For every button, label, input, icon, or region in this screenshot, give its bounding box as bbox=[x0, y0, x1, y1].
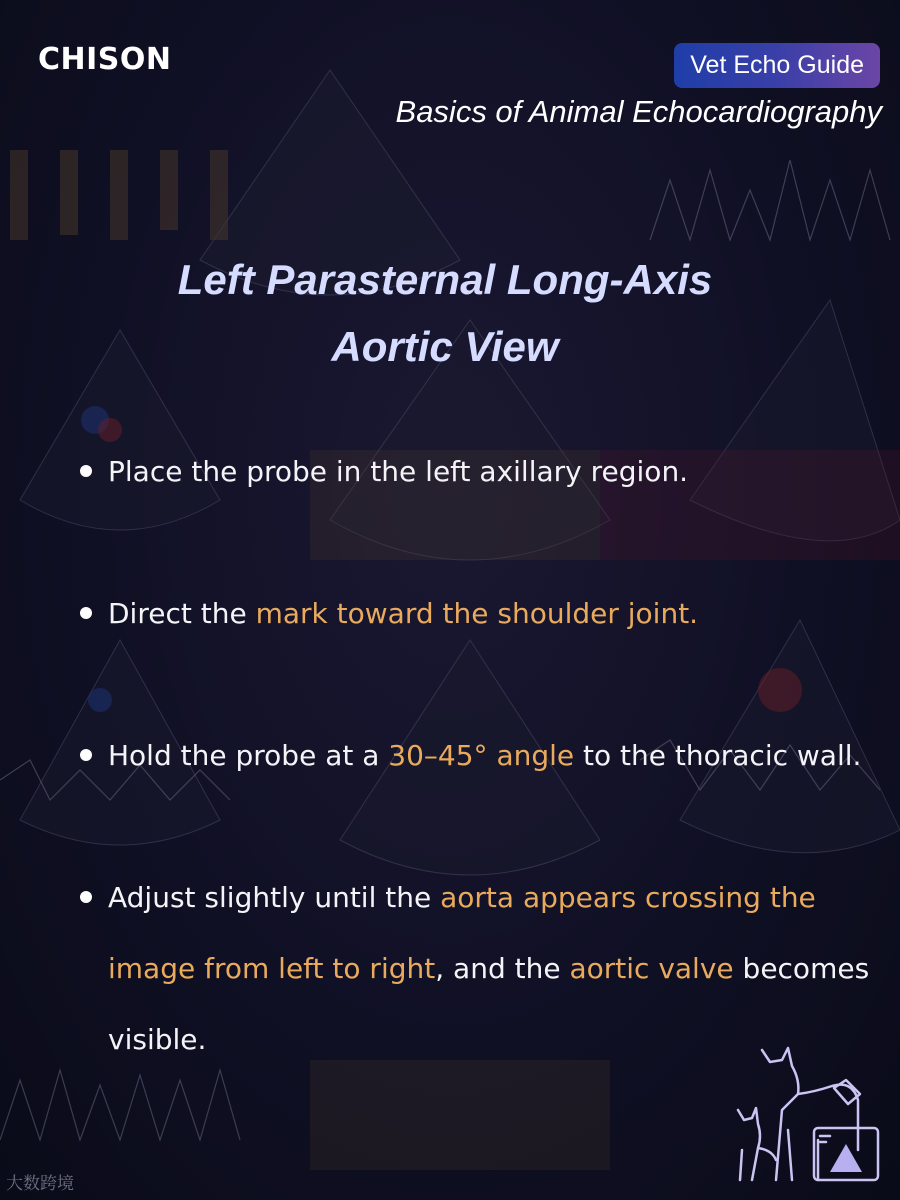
bullet-text: becomes visible. bbox=[108, 952, 870, 1056]
bullet-highlight: aorta appears crossing the image from left to right bbox=[108, 881, 816, 985]
dog-cat-ultrasound-icon bbox=[722, 1040, 882, 1190]
bullet-text: Place the probe in the left axillary region. bbox=[108, 455, 689, 488]
title-line-2: Aortic View bbox=[331, 323, 559, 370]
page-title bbox=[0, 246, 890, 380]
chison-logo bbox=[38, 36, 178, 86]
bullet-highlight: 30–45° angle bbox=[388, 739, 575, 772]
bullet-highlight: mark toward the shoulder joint. bbox=[255, 597, 699, 630]
title-line-1: Left Parasternal Long-Axis bbox=[177, 256, 713, 303]
watermark: 大数跨境 bbox=[6, 1174, 74, 1194]
instruction-item bbox=[80, 436, 688, 507]
subtitle: Basics of Animal Echocardiography bbox=[395, 94, 882, 129]
bullet-text: Adjust slightly until the bbox=[108, 881, 441, 914]
bullet-text: , and the bbox=[435, 952, 570, 985]
instruction-item bbox=[80, 578, 698, 649]
bullet-highlight: aortic valve bbox=[569, 952, 734, 985]
bullet-text: to the thoracic wall. bbox=[574, 739, 862, 772]
vet-echo-guide-badge: Vet Echo Guide bbox=[674, 43, 880, 88]
chison-logo-icon: CHISON bbox=[38, 42, 172, 77]
bullet-text: Hold the probe at a bbox=[108, 739, 389, 772]
instruction-item bbox=[80, 720, 861, 791]
bullet-text: Direct the bbox=[108, 597, 256, 630]
